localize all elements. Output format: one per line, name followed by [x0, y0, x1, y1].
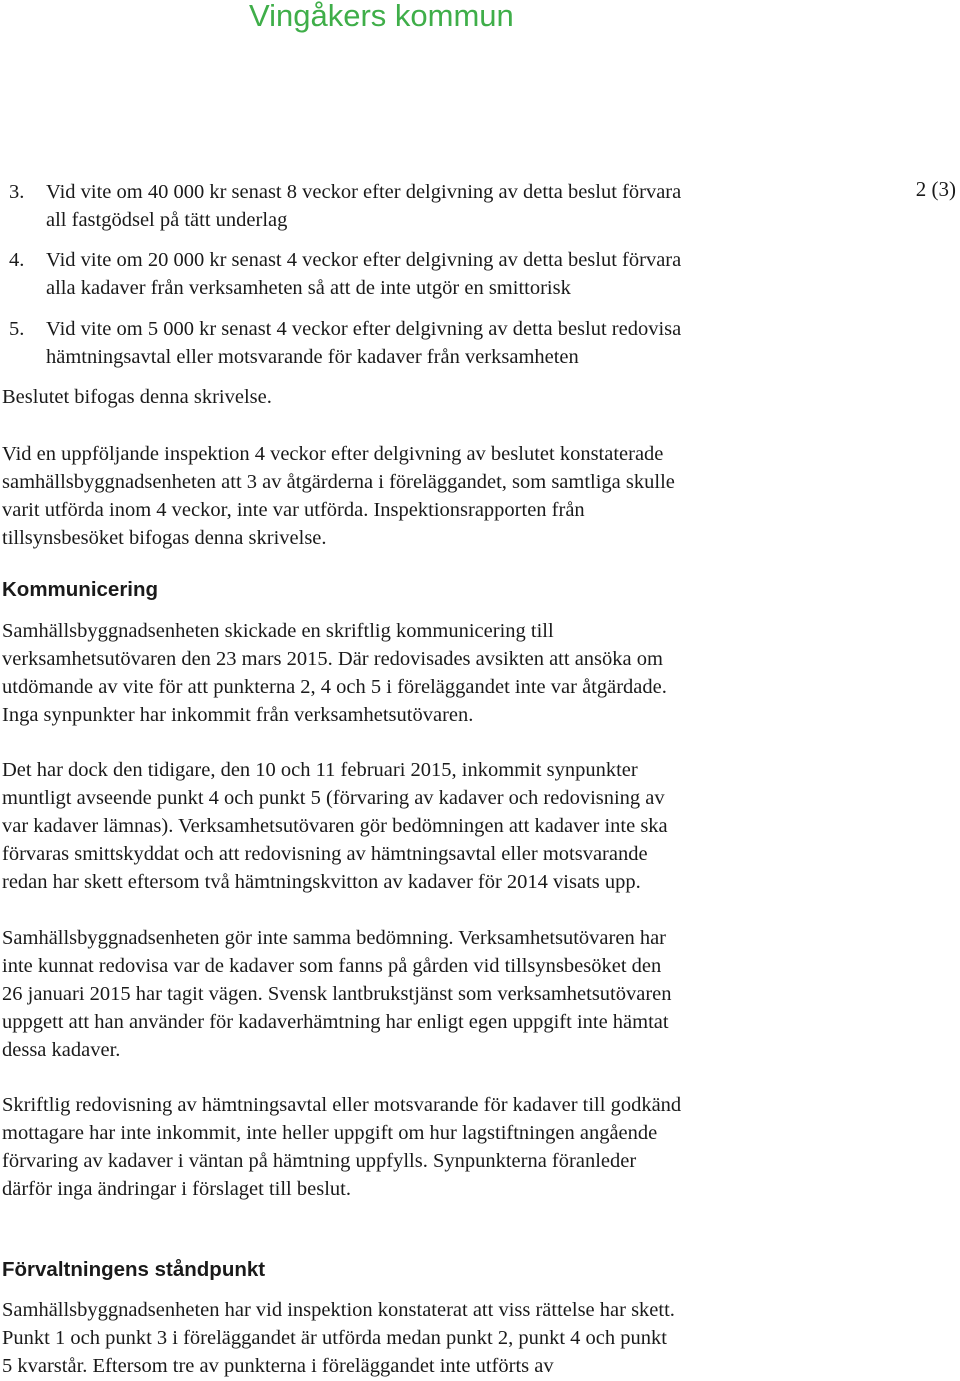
paragraph: Samhällsbyggnadsenheten skickade en skriftlig kommunicering till verksamhetsutövaren den 23 mars 2015. Där redovisades avsikten att ansöka om utdömande av vite för att punkterna 2, 4 och 5 i föreläggandet inte var åtgärdade. Inga synpunkter har inkommit från verksamhetsutövaren.	[2, 620, 667, 726]
paragraph: Samhällsbyggnadsenheten har vid inspektion konstaterat att viss rättelse har skett. Punkt 1 och punkt 3 i föreläggandet är utförda medan punkt 2, punkt 4 och punkt 5 kvarstår. Eftersom tre av punkterna i föreläggandet inte utförts av	[2, 1299, 675, 1377]
list-item-line: hämtningsavtal eller motsvarande för kadaver från verksamheten	[46, 346, 579, 368]
list-item-line: Vid vite om 40 000 kr senast 8 veckor efter delgivning av detta beslut förvara	[46, 181, 682, 203]
list-item-number: 4.	[9, 249, 25, 271]
list-item-line: Vid vite om 20 000 kr senast 4 veckor efter delgivning av detta beslut förvara	[46, 249, 682, 271]
paragraph: Vid en uppföljande inspektion 4 veckor efter delgivning av beslutet konstaterade samhällsbyggnadsenheten att 3 av åtgärderna i föreläggandet, som samtliga skulle varit utförda inom 4 veckor, inte var utförda. Inspektionsrapporten från tillsynsbesöket bifogas denna skrivelse.	[2, 443, 675, 549]
section-heading: Kommunicering	[2, 578, 159, 601]
list-item-line: all fastgödsel på tätt underlag	[46, 209, 288, 231]
paragraph: Skriftlig redovisning av hämtningsavtal eller motsvarande för kadaver till godkänd mottagare har inte inkommit, inte heller uppgift om hur lagstiftningen angående förvaring av kadaver i väntan på hämtning uppfylls. Synpunkterna föranleder därför inga ändringar i förslaget till beslut.	[2, 1094, 682, 1200]
list-item-line: Vid vite om 5 000 kr senast 4 veckor efter delgivning av detta beslut redovisa	[46, 318, 682, 340]
list-item-number: 5.	[9, 318, 25, 340]
list-item-number: 3.	[9, 181, 25, 203]
paragraph: Beslutet bifogas denna skrivelse.	[2, 386, 272, 408]
paragraph: Det har dock den tidigare, den 10 och 11 februari 2015, inkommit synpunkter muntligt avseende punkt 4 och punkt 5 (förvaring av kadaver och redovisning av var kadaver lämnas). Verksamhetsutövaren gör bedömningen att kadaver inte ska förvaras smittskyddat och att redovisning av hämtningsavtal eller motsvarande redan har skett eftersom två hämtningskvitton av kadaver för 2014 visats upp.	[2, 759, 668, 893]
municipality-title: Vingåkers kommun	[249, 0, 514, 33]
page-number: 2 (3)	[915, 177, 956, 201]
paragraph: Samhällsbyggnadsenheten gör inte samma bedömning. Verksamhetsutövaren har inte kunnat redovisa var de kadaver som fanns på gården vid tillsynsbesöket den 26 januari 2015 har tagit vägen. Svensk lantbrukstjänst som verksamhetsutövaren uppgett att han använder för kadaverhämtning har enligt egen uppgift inte hämtat dessa kadaver.	[2, 927, 672, 1061]
list-item-line: alla kadaver från verksamheten så att de inte utgör en smittorisk	[46, 277, 571, 299]
section-heading: Förvaltningens ståndpunkt	[2, 1258, 266, 1281]
